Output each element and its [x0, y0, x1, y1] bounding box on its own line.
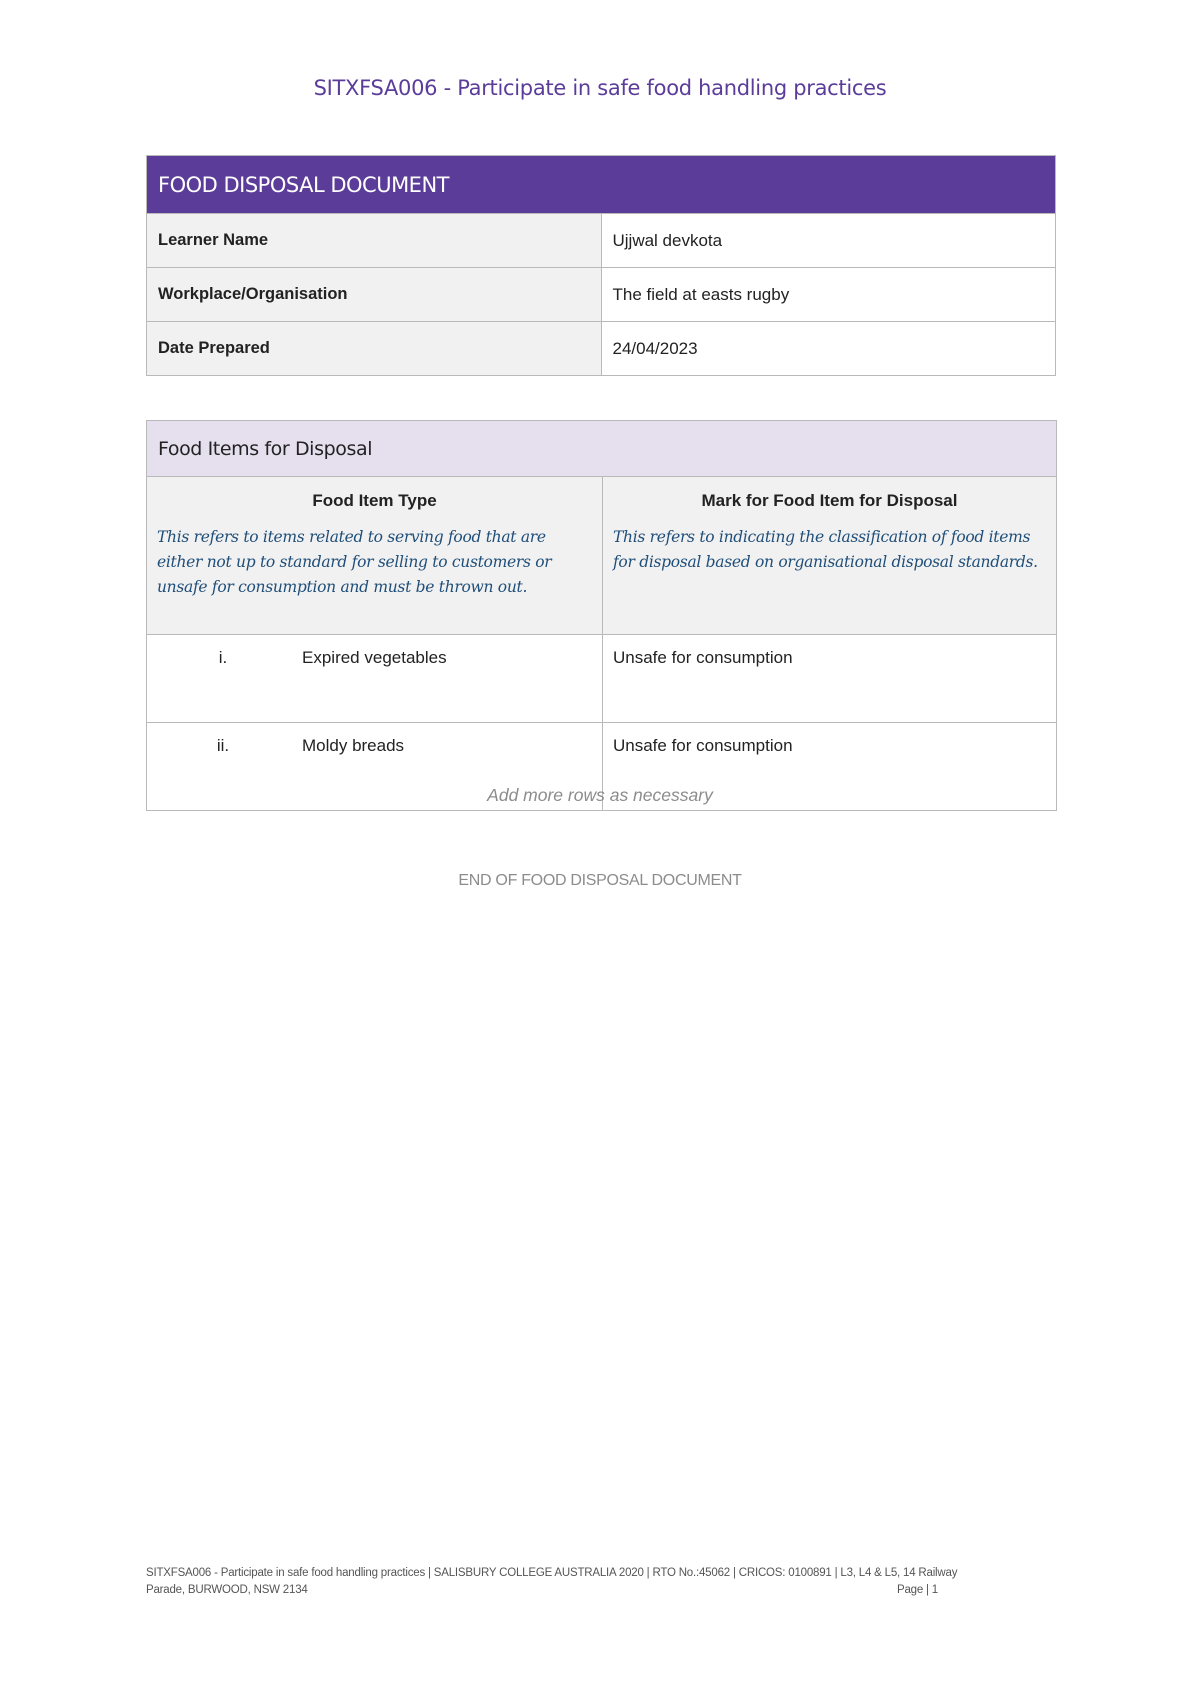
page-footer — [146, 1565, 1056, 1599]
footer-line-1: SITXFSA006 - Participate in safe food handling practices | SALISBURY COLLEGE AUSTRALIA 2020 | RTO No.:45062 | CRICOS: 0100891 | L3, L4 & L5, 14 Railway — [146, 1567, 958, 1579]
footer-line-2: Parade, BURWOOD, NSW 2134 — [146, 1584, 308, 1596]
date-prepared-label: Date Prepared — [147, 322, 602, 376]
column-description: This refers to items related to serving food that are either not up to standard for selling to customers or unsafe for consumption and must be thrown out. — [157, 528, 552, 596]
item-name: Moldy breads — [302, 736, 405, 755]
table-row — [147, 635, 1057, 723]
column-title: Food Item Type — [312, 491, 437, 510]
page-number: Page | 1 — [896, 1584, 938, 1596]
table-row — [147, 214, 1056, 268]
item-name: Expired vegetables — [302, 648, 447, 667]
page-title: SITXFSA006 - Participate in safe food handling practices — [313, 76, 887, 100]
learner-name-label: Learner Name — [147, 214, 602, 268]
food-item-cell[interactable] — [147, 635, 603, 723]
table-row — [147, 268, 1056, 322]
end-of-document-text: END OF FOOD DISPOSAL DOCUMENT — [458, 872, 742, 889]
workplace-label: Workplace/Organisation — [147, 268, 602, 322]
item-number: i. — [218, 648, 228, 667]
column-title: Mark for Food Item for Disposal — [701, 491, 958, 510]
date-prepared-value[interactable]: 24/04/2023 — [601, 322, 1056, 376]
column-description: This refers to indicating the classification of food items for disposal based on organisational disposal standards. — [613, 528, 1038, 571]
column-header-mark-for-disposal — [603, 477, 1057, 635]
disposal-mark-cell[interactable]: Unsafe for consumption — [603, 723, 1057, 811]
column-header-food-item-type — [147, 477, 603, 635]
disposal-mark-cell[interactable]: Unsafe for consumption — [603, 635, 1057, 723]
info-table-header: FOOD DISPOSAL DOCUMENT — [147, 156, 1056, 214]
learner-name-value[interactable]: Ujjwal devkota — [601, 214, 1056, 268]
table-row — [147, 322, 1056, 376]
learner-info-table — [146, 155, 1056, 376]
item-number: ii. — [216, 736, 230, 755]
workplace-value[interactable]: The field at easts rugby — [601, 268, 1056, 322]
food-items-header: Food Items for Disposal — [147, 421, 1057, 477]
food-items-table — [146, 420, 1057, 811]
add-rows-note: Add more rows as necessary — [487, 785, 713, 805]
